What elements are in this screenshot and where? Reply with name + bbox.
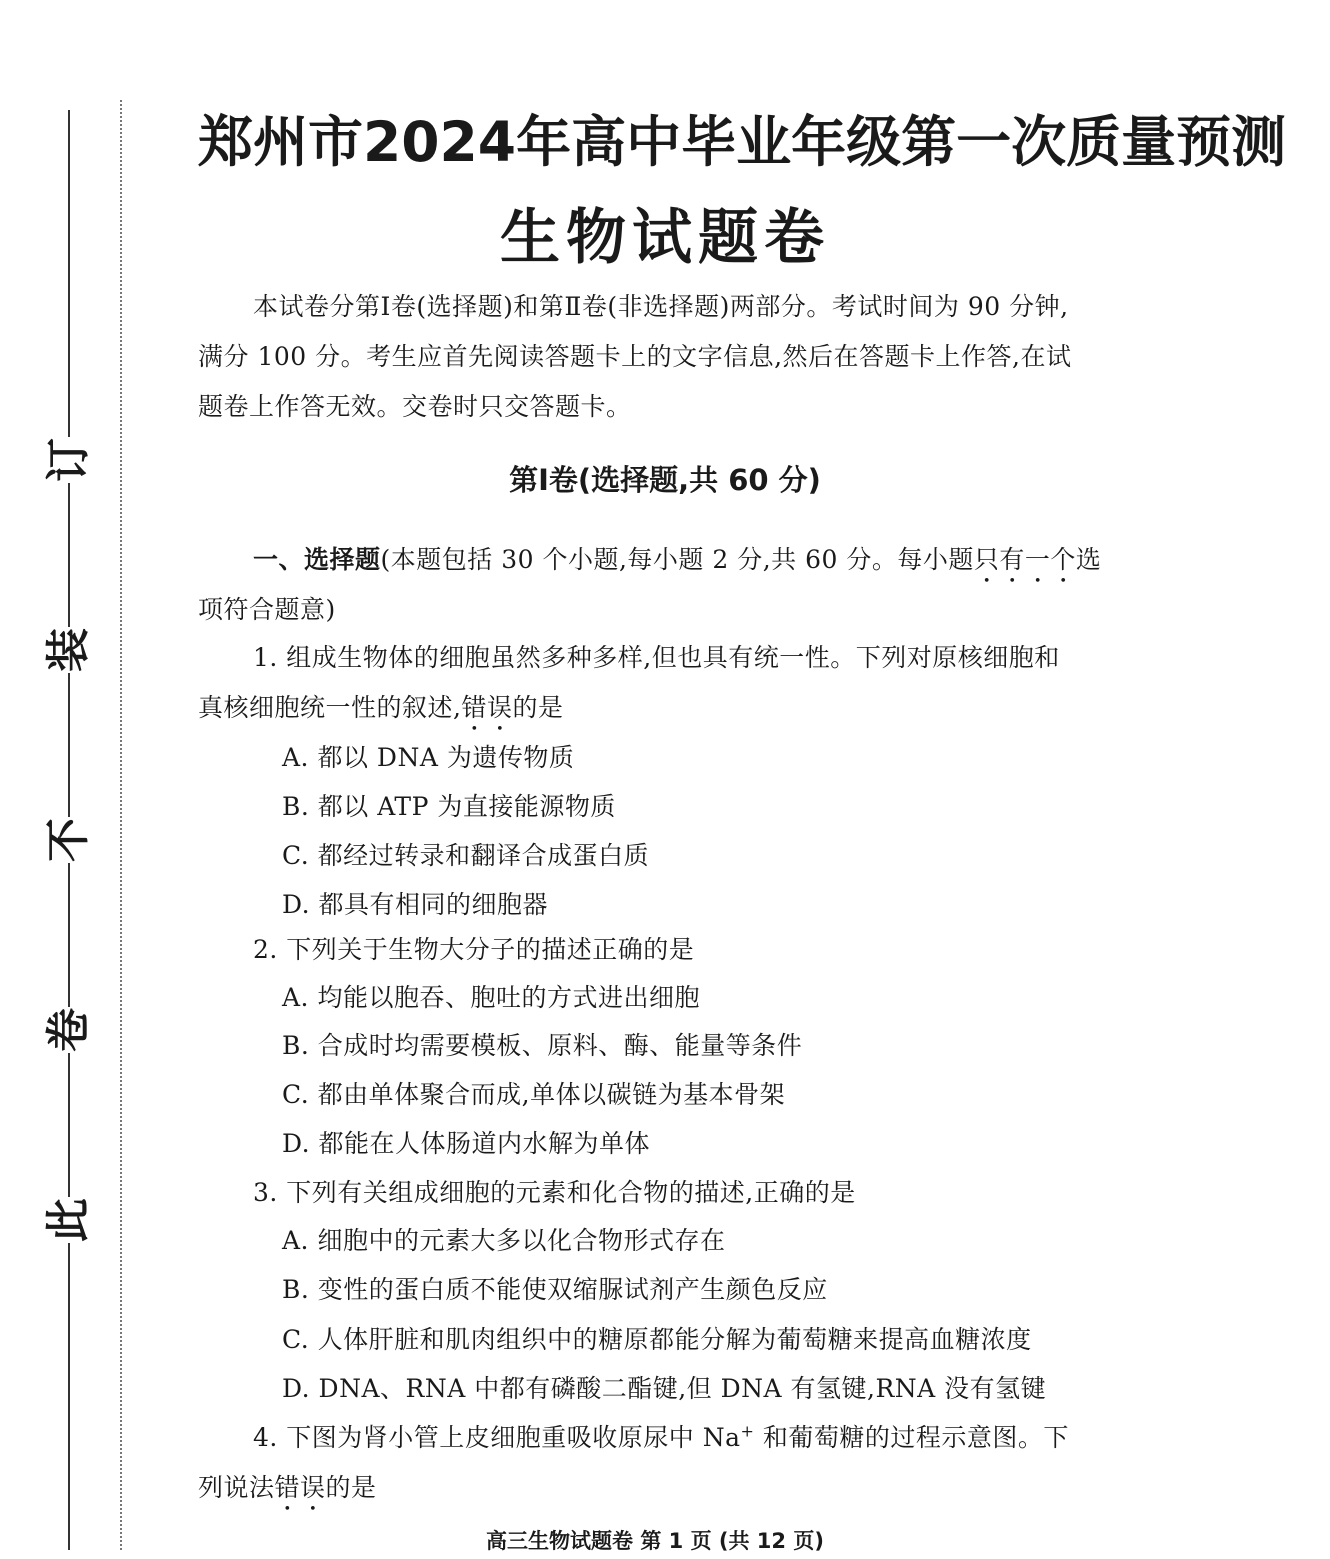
question-1-option-a: A. 都以 DNA 为遗传物质 <box>282 743 575 772</box>
question-4-emphasis: 错误 <box>274 1473 326 1502</box>
part-one-desc-b: 选 <box>1075 545 1102 574</box>
question-1-option-d: D. 都具有相同的细胞器 <box>282 890 549 919</box>
part-one-desc-a: (本题包括 30 个小题,每小题 2 分,共 60 分。每小题 <box>380 545 974 574</box>
question-2-option-c: C. 都由单体聚合而成,单体以碳链为基本骨架 <box>282 1080 786 1109</box>
question-3-option-b: B. 变性的蛋白质不能使双缩脲试剂产生颜色反应 <box>282 1275 828 1304</box>
question-1-emphasis: 错误 <box>461 693 513 722</box>
question-3-option-d: D. DNA、RNA 中都有磷酸二酯键,但 DNA 有氢键,RNA 没有氢键 <box>282 1374 1047 1403</box>
part-one-description-line-2: 项符合题意) <box>198 595 336 624</box>
question-2-option-a: A. 均能以胞吞、胞吐的方式进出细胞 <box>282 983 700 1012</box>
question-2-option-d: D. 都能在人体肠道内水解为单体 <box>282 1129 651 1158</box>
question-3-option-a: A. 细胞中的元素大多以化合物形式存在 <box>282 1226 726 1255</box>
binding-dotted-line <box>120 100 122 1550</box>
question-4-stem-line-2 <box>198 1468 377 1517</box>
exam-title: 郑州市2024年高中毕业年级第一次质量预测 <box>198 110 1287 174</box>
part-one-desc-emphasis: 只有一个 <box>973 545 1076 574</box>
question-1-stem-line-2 <box>198 688 563 737</box>
binding-char-ding: 订 <box>41 437 97 483</box>
section-heading: 第Ⅰ卷(选择题,共 60 分) <box>509 463 821 497</box>
question-1-stem-part-a: 真核细胞统一性的叙述, <box>198 693 462 722</box>
binding-char-ci: 此 <box>41 1197 97 1243</box>
question-4-stem-part-b: 和葡萄糖的过程示意图。下 <box>754 1423 1069 1452</box>
question-4-stem-part-c: 列说法 <box>198 1473 275 1502</box>
instructions-line-3: 题卷上作答无效。交卷时只交答题卡。 <box>198 392 632 421</box>
binding-char-zhuang: 装 <box>41 627 97 673</box>
binding-char-juan: 卷 <box>41 1007 97 1053</box>
question-3-option-c: C. 人体肝脏和肌肉组织中的糖原都能分解为葡萄糖来提高血糖浓度 <box>282 1325 1032 1354</box>
part-one-description <box>253 540 1101 589</box>
part-one-label: 一、选择题 <box>253 545 381 574</box>
binding-char-bu: 不 <box>41 817 97 863</box>
question-1-stem-part-b: 的是 <box>512 693 564 722</box>
question-4-stem-part-a: 4. 下图为肾小管上皮细胞重吸收原尿中 Na <box>253 1423 741 1452</box>
question-1-option-b: B. 都以 ATP 为直接能源物质 <box>282 792 616 821</box>
question-1-option-c: C. 都经过转录和翻译合成蛋白质 <box>282 841 650 870</box>
question-1-stem-line-1: 1. 组成生物体的细胞虽然多种多样,但也具有统一性。下列对原核细胞和 <box>253 643 1060 672</box>
question-4-stem-part-d: 的是 <box>325 1473 377 1502</box>
instructions-line-1: 本试卷分第Ⅰ卷(选择题)和第Ⅱ卷(非选择题)两部分。考试时间为 90 分钟, <box>253 292 1069 321</box>
sodium-ion-charge: + <box>740 1421 755 1441</box>
instructions-line-2: 满分 100 分。考生应首先阅读答题卡上的文字信息,然后在答题卡上作答,在试 <box>198 342 1072 371</box>
exam-subtitle: 生物试题卷 <box>500 203 830 273</box>
page-footer: 高三生物试题卷 第 1 页 (共 12 页) <box>486 1529 824 1553</box>
question-2-stem: 2. 下列关于生物大分子的描述正确的是 <box>253 935 695 964</box>
question-2-option-b: B. 合成时均需要模板、原料、酶、能量等条件 <box>282 1031 803 1060</box>
question-4-stem-line-1 <box>253 1418 1069 1454</box>
question-3-stem: 3. 下列有关组成细胞的元素和化合物的描述,正确的是 <box>253 1178 856 1207</box>
